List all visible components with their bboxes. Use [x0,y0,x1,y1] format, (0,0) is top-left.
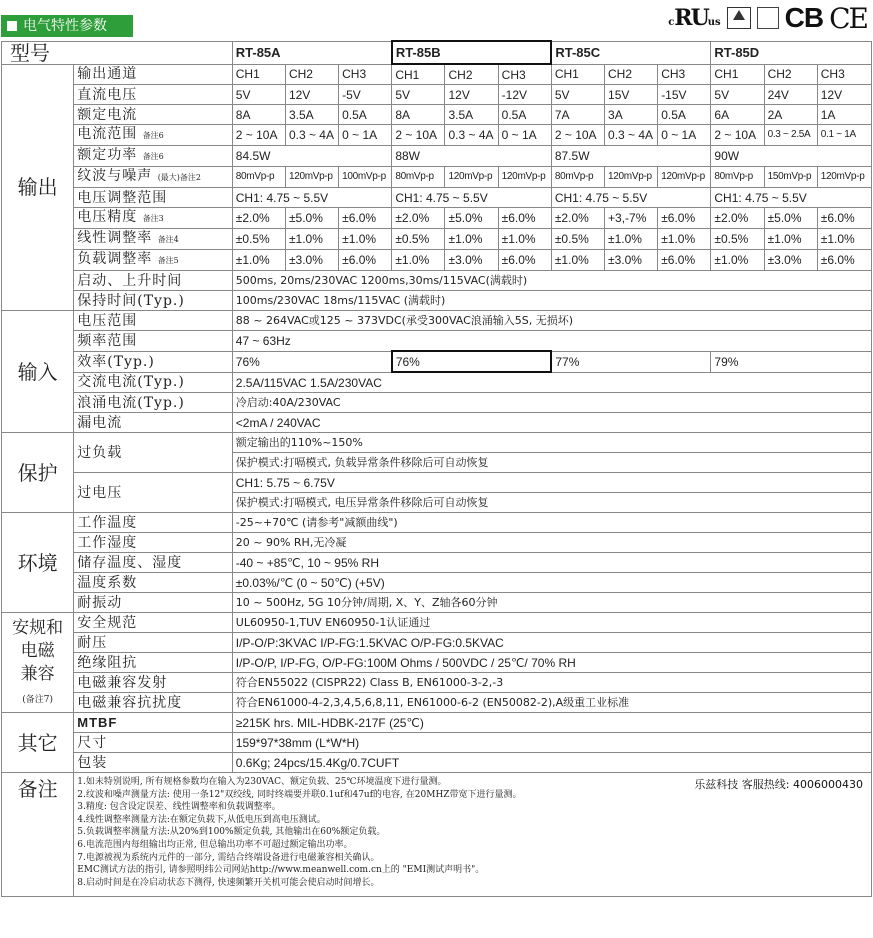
cell: CH2 [764,64,817,85]
row-hum [2,533,872,553]
label-dc-voltage: 直流电压 [74,85,233,105]
cell: 15V [605,85,658,105]
row-dc-voltage [2,85,872,105]
row-ov-1 [2,473,872,493]
label-hum: 工作湿度 [74,533,233,553]
cell: ±0.5% [711,229,764,250]
row-line-reg [2,229,872,250]
cell: CH2 [445,64,498,85]
row-ripple [2,167,872,188]
row-vib [2,593,872,613]
cell: 47 ~ 63Hz [232,331,871,352]
row-current-range [2,125,872,146]
category-output: 输出 [2,64,74,311]
gs-logo [757,7,779,29]
cell: -12V [498,85,551,105]
cell: 80mVp-p [232,167,285,188]
cell: ±0.5% [232,229,285,250]
label-ripple: 纹波与噪声 (最大)备注2 [74,167,233,188]
cell: -5V [339,85,392,105]
cell: 8A [232,105,285,125]
cell: ≥215K hrs. MIL-HDBK-217F (25℃) [232,713,871,733]
cell: 5V [551,85,604,105]
cert-logos [668,3,867,33]
cell: ±1.0% [285,229,338,250]
cell: ±0.5% [551,229,604,250]
cell: CH1 [232,64,285,85]
cell: ±5.0% [445,208,498,229]
row-temp [2,513,872,533]
cell: 76% [232,351,392,372]
cell: ±6.0% [498,208,551,229]
cell: 0.5A [498,105,551,125]
label-storage: 储存温度、湿度 [74,553,233,573]
hotline: 乐兹科技 客服热线: 4006000430 [694,778,863,791]
cell: 8A [392,105,445,125]
label-freq: 频率范围 [74,331,233,352]
label-dim: 尺寸 [74,733,233,753]
row-leak [2,413,872,433]
cell: ±6.0% [498,250,551,271]
row-coef [2,573,872,593]
cell: ±6.0% [339,250,392,271]
cell: ±2.0% [232,208,285,229]
label-channels: 输出通道 [74,64,233,85]
cell: CH3 [498,64,551,85]
row-accuracy [2,208,872,229]
row-load-reg [2,250,872,271]
cell: 12V [445,85,498,105]
tuv-triangle-logo [727,7,751,29]
label-line-reg: 线性调整率 备注4 [74,229,233,250]
label-vrange: 电压范围 [74,311,233,331]
cell: 88W [392,146,552,167]
cell: ±5.0% [764,208,817,229]
cell: 159*97*38mm (L*W*H) [232,733,871,753]
label-hold: 保持时间(Typ.) [74,291,233,311]
cell: 80mVp-p [711,167,764,188]
row-std [2,613,872,633]
row-rated-power [2,146,872,167]
note-line: 8.启动时间是在冷启动状态下测得, 快速频繁开关机可能会使启动时间增长。 [77,877,380,888]
cell: ±0.5% [392,229,445,250]
row-vrange [2,311,872,331]
cell: 5V [711,85,764,105]
cell: ±2.0% [711,208,764,229]
cell: 120mVp-p [817,167,871,188]
cell: 120mVp-p [658,167,711,188]
cell: 77% [551,351,711,372]
cell: UL60950-1,TUV EN60950-1认证通过 [232,613,871,633]
cell: 87.5W [551,146,711,167]
cell: 76% [392,351,552,372]
note-line: 5.负载调整率测量方法:从20%到100%额定负载, 其他输出在60%额定负载。 [77,827,386,838]
cell: 0.1 ~ 1A [817,125,871,146]
cell: ±3.0% [285,250,338,271]
cell: CH3 [339,64,392,85]
row-ems [2,693,872,713]
cell: ±3.0% [764,250,817,271]
spec-table [1,40,872,897]
cell: 符合EN55022 (CISPR22) Class B, EN61000-3-2,-3 [232,673,871,693]
cell: 6A [711,105,764,125]
row-dim [2,733,872,753]
cell: CH1: 4.75 ~ 5.5V [392,188,552,208]
cell: ±1.0% [711,250,764,271]
cell: 0.5A [339,105,392,125]
cell: CH3 [817,64,871,85]
cell: ±6.0% [817,250,871,271]
category-environment: 环境 [2,513,74,613]
cell: CH1: 4.75 ~ 5.5V [232,188,392,208]
cell: 2.5A/115VAC 1.5A/230VAC [232,372,871,393]
cell: 0 ~ 1A [658,125,711,146]
cell: ±1.0% [498,229,551,250]
cell: 2 ~ 10A [232,125,285,146]
cell: 24V [764,85,817,105]
note-line: 6.电流范围内每组输出均正常, 但总输出功率不可超过额定输出功率。 [77,839,353,850]
label-iso: 绝缘阻抗 [74,653,233,673]
cell: ±1.0% [551,250,604,271]
cell: CH2 [285,64,338,85]
label-ac: 交流电流(Typ.) [74,372,233,393]
cell: 500ms, 20ms/230VAC 1200ms,30ms/115VAC(满载时) [232,271,871,291]
row-ac [2,372,872,393]
note-line: EMC测试方法的指引, 请参照明纬公司网站http://www.meanwell.com.cn上的 "EMI测试声明书"。 [77,865,485,876]
model-b: RT-85B [392,41,552,64]
cell: 3A [605,105,658,125]
row-rated-current [2,105,872,125]
cell: CH1 [551,64,604,85]
cell: ±1.0% [232,250,285,271]
cell: CH3 [658,64,711,85]
cell: 10 ~ 500Hz, 5G 10分钟/周期, X、Y、Z轴各60分钟 [232,593,871,613]
cell: 0.3 ~ 4A [445,125,498,146]
cell: 90W [711,146,872,167]
label-emi: 电磁兼容发射 [74,673,233,693]
row-emi [2,673,872,693]
cell: 120mVp-p [445,167,498,188]
cell: 保护模式:打嗝模式, 电压异常条件移除后可自动恢复 [232,493,871,513]
header [0,0,873,40]
label-setup: 启动、上升时间 [74,271,233,291]
cell: 79% [711,351,872,372]
model-label: 型号 [2,41,233,64]
cell: 2A [764,105,817,125]
cell: ±1.0% [445,229,498,250]
cb-logo: CB [784,2,824,33]
label-ems: 电磁兼容抗扰度 [74,693,233,713]
row-inrush [2,393,872,413]
cell: 0 ~ 1A [498,125,551,146]
cell: ±1.0% [658,229,711,250]
cell: ±2.0% [551,208,604,229]
label-withstand: 耐压 [74,633,233,653]
model-a: RT-85A [232,41,392,64]
cell: 2 ~ 10A [711,125,764,146]
row-notes [2,773,872,897]
label-accuracy: 电压精度 备注3 [74,208,233,229]
cell: 12V [817,85,871,105]
cell: I/P-O/P:3KVAC I/P-FG:1.5KVAC O/P-FG:0.5KVAC [232,633,871,653]
cell: -15V [658,85,711,105]
row-channels [2,64,872,85]
cell: 0.3 ~ 2.5A [764,125,817,146]
cell: CH2 [605,64,658,85]
category-protection: 保护 [2,433,74,513]
section-tag [1,15,133,37]
cell: 5V [232,85,285,105]
cell: 冷启动:40A/230VAC [232,393,871,413]
cell: I/P-O/P, I/P-FG, O/P-FG:100M Ohms / 500VDC / 25℃/ 70% RH [232,653,871,673]
cell: ±1.0% [339,229,392,250]
cell: ±6.0% [339,208,392,229]
cell: +3,-7% [605,208,658,229]
row-pack [2,753,872,773]
row-eff [2,351,872,372]
label-eff: 效率(Typ.) [74,351,233,372]
label-inrush: 浪涌电流(Typ.) [74,393,233,413]
note-line: 1.如未特别说明, 所有规格参数均在输入为230VAC、额定负载、25℃环境温度下进行量测。 [77,777,447,787]
category-input: 输入 [2,311,74,433]
cell: 88 ~ 264VAC或125 ~ 373VDC(承受300VAC浪涌输入5S, 无损坏) [232,311,871,331]
label-current-range: 电流范围 备注6 [74,125,233,146]
row-freq [2,331,872,352]
label-mtbf: MTBF [74,713,233,733]
cell: CH1 [711,64,764,85]
model-d: RT-85D [711,41,872,64]
square-icon [7,21,17,31]
label-temp: 工作温度 [74,513,233,533]
cell: 7A [551,105,604,125]
cell: ±1.0% [605,229,658,250]
row-withstand [2,633,872,653]
cell: 2 ~ 10A [392,125,445,146]
cell: 120mVp-p [498,167,551,188]
label-load-reg: 负载调整率 备注5 [74,250,233,271]
cell: ±1.0% [817,229,871,250]
note-line: 7.电源被视为系统内元件的一部分, 需结合终端设备进行电磁兼容相关确认。 [77,852,380,863]
cell: 120mVp-p [285,167,338,188]
cell: ±6.0% [658,208,711,229]
cell: ±2.0% [392,208,445,229]
row-storage [2,553,872,573]
cell: -40 ~ +85℃, 10 ~ 95% RH [232,553,871,573]
label-rated-power: 额定功率 备注6 [74,146,233,167]
cell: CH1: 4.75 ~ 5.5V [711,188,872,208]
label-ov: 过电压 [74,473,233,513]
row-hold [2,291,872,311]
cell: 84.5W [232,146,392,167]
label-vib: 耐振动 [74,593,233,613]
label-vadj: 电压调整范围 [74,188,233,208]
cell: ±0.03%/℃ (0 ~ 50℃) (+5V) [232,573,871,593]
cell: ±3.0% [605,250,658,271]
row-ol-1 [2,433,872,453]
cell: 0.5A [658,105,711,125]
label-coef: 温度系数 [74,573,233,593]
cell: CH1: 5.75 ~ 6.75V [232,473,871,493]
label-std: 安全规范 [74,613,233,633]
label-rated-current: 额定电流 [74,105,233,125]
label-leak: 漏电流 [74,413,233,433]
cell: ±1.0% [392,250,445,271]
section-tag-label: 电气特性参数 [23,18,107,34]
row-vadj [2,188,872,208]
model-c: RT-85C [551,41,711,64]
cell: 120mVp-p [605,167,658,188]
ce-logo: CE [829,1,867,35]
row-setup [2,271,872,291]
cell: 1A [817,105,871,125]
cell: ±1.0% [764,229,817,250]
cell: 0.3 ~ 4A [605,125,658,146]
cell: 20 ~ 90% RH,无冷凝 [232,533,871,553]
note-line: 3.精度: 包含设定误差、线性调整率和负载调整率。 [77,802,281,813]
cell: ±5.0% [285,208,338,229]
cell: 保护模式:打嗝模式, 负载异常条件移除后可自动恢复 [232,453,871,473]
label-pack: 包装 [74,753,233,773]
model-row [2,41,872,64]
category-safety: 安规和 电磁 兼容 (备注7) [2,613,74,713]
cell: 额定输出的110%~150% [232,433,871,453]
cell: 5V [392,85,445,105]
label-ol: 过负载 [74,433,233,473]
note-line: 2.纹波和噪声测量方法: 使用一条12"双绞线, 同时终端要并联0.1uf和47uf的电容, 在20MHZ带宽下进行量测。 [77,789,522,800]
cell: 0.3 ~ 4A [285,125,338,146]
cell: 符合EN61000-4-2,3,4,5,6,8,11, EN61000-6-2 (EN50082-2),A级重工业标准 [232,693,871,713]
cell: <2mA / 240VAC [232,413,871,433]
cell: 100ms/230VAC 18ms/115VAC (满载时) [232,291,871,311]
cell: CH1 [392,64,445,85]
cell: ±6.0% [658,250,711,271]
cell: 100mVp-p [339,167,392,188]
cell: 2 ~ 10A [551,125,604,146]
row-iso [2,653,872,673]
notes-cell [74,773,872,897]
cell: ±6.0% [817,208,871,229]
ul-logo: cRUus [668,5,721,31]
cell: 3.5A [285,105,338,125]
cell: 80mVp-p [392,167,445,188]
note-line: 4.线性调整率测量方法:在额定负载下,从低电压到高电压测试。 [77,814,326,825]
cell: 12V [285,85,338,105]
cell: 3.5A [445,105,498,125]
category-notes: 备注 [2,773,74,897]
row-mtbf [2,713,872,733]
cell: ±3.0% [445,250,498,271]
cell: 0 ~ 1A [339,125,392,146]
cell: 150mVp-p [764,167,817,188]
category-others: 其它 [2,713,74,773]
cell: CH1: 4.75 ~ 5.5V [551,188,711,208]
cell: -25~+70℃ (请参考"减额曲线") [232,513,871,533]
cell: 0.6Kg; 24pcs/15.4Kg/0.7CUFT [232,753,871,773]
cell: 80mVp-p [551,167,604,188]
